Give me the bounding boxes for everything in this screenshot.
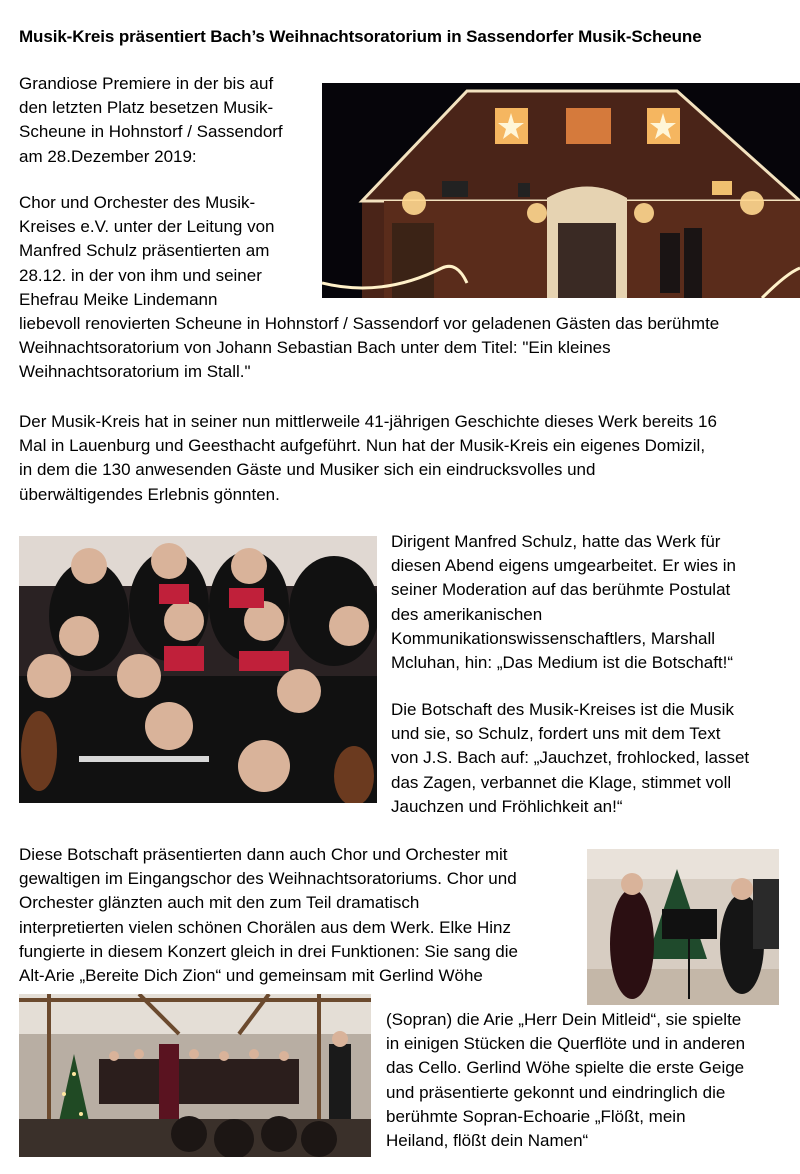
paragraph-line: Kommunikationswissenschaftlers, Marshall [391, 628, 716, 648]
paragraph-line: berühmte Sopran-Echoarie „Flößt, mein [386, 1106, 686, 1126]
paragraph-4 [391, 698, 749, 819]
paragraph-line: überwältigendes Erlebnis gönnten. [19, 484, 280, 504]
paragraph-line: Chor und Orchester des Musik- [19, 193, 256, 212]
paragraph-line: das Cello. Gerlind Wöhe spielte die erste Geige [386, 1058, 745, 1078]
paragraph-line: Diese Botschaft präsentierten dann auch Chor und Orchester mit [19, 845, 508, 864]
paragraph-line: von J.S. Bach auf: „Jauchzet, frohlocked, lasset [391, 748, 750, 768]
paragraph-line: fungierte in diesem Konzert gleich in drei Funktionen: Sie sang die [19, 941, 518, 961]
paragraph-line: in einigen Stücken die Querflöte und in anderen [386, 1034, 746, 1054]
paragraph-line: Heiland, flößt dein Namen“ [386, 1131, 589, 1151]
paragraph-line: diesen Abend eigens umgearbeitet. Er wies in [391, 556, 736, 576]
paragraph-6 [386, 1008, 745, 1153]
choir-photo [19, 536, 377, 803]
paragraph-line: Manfred Schulz präsentierten am [19, 241, 270, 261]
intro-paragraph [19, 72, 283, 169]
paragraph-5 [19, 843, 518, 988]
paragraph-line: liebevoll renovierten Scheune in Hohnstorf / Sassendorf vor geladenen Gästen das berühmte [19, 314, 720, 334]
intro-line: Scheune in Hohnstorf / Sassendorf [19, 122, 283, 142]
intro-line: den letzten Platz besetzen Musik- [19, 98, 274, 118]
violinists-photo [587, 849, 779, 1005]
paragraph-line: Der Musik-Kreis hat in seiner nun mittlerweile 41-jährigen Geschichte dieses Werk bereits 16 [19, 412, 717, 431]
paragraph-line: (Sopran) die Arie „Herr Dein Mitleid“, sie spielte [386, 1010, 742, 1029]
paragraph-3 [391, 530, 736, 675]
paragraph-line: gewaltigen im Eingangschor des Weihnachtsoratoriums. Chor und [19, 869, 517, 889]
paragraph-line: 28.12. in der von ihm und seiner [19, 265, 262, 285]
paragraph-2 [19, 410, 717, 507]
concert-barn-photo [19, 994, 371, 1157]
intro-line: am 28.Dezember 2019: [19, 146, 197, 166]
paragraph-line: in dem die 130 anwesenden Gäste und Musiker sich ein eindrucksvolles und [19, 460, 596, 480]
article-title: Musik-Kreis präsentiert Bach’s Weihnachtsoratorium in Sassendorfer Musik-Scheune [19, 27, 702, 46]
paragraph-line: und sie, so Schulz, fordert uns mit dem Text [391, 724, 721, 744]
paragraph-line: Mal in Lauenburg und Geesthacht aufgeführt. Nun hat der Musik-Kreis ein eigenes Domizil, [19, 436, 706, 456]
paragraph-line: interpretierten vielen schönen Chorälen aus dem Werk. Elke Hinz [19, 917, 511, 937]
paragraph-line: Die Botschaft des Musik-Kreises ist die Musik [391, 700, 734, 719]
paragraph-line: Weihnachtsoratorium von Johann Sebastian Bach unter dem Titel: "Ein kleines [19, 338, 611, 358]
paragraph-line: Alt-Arie „Bereite Dich Zion“ und gemeinsam mit Gerlind Wöhe [19, 966, 483, 986]
paragraph-line: des amerikanischen [391, 604, 543, 624]
paragraph-line: das Zagen, verbannet die Klage, stimmet voll [391, 772, 732, 792]
paragraph-line: Weihnachtsoratorium im Stall." [19, 362, 251, 382]
barn-night-photo [322, 83, 800, 298]
paragraph-line: Kreises e.V. unter der Leitung von [19, 217, 275, 237]
paragraph-line: Dirigent Manfred Schulz, hatte das Werk für [391, 532, 721, 551]
paragraph-line: Orchester glänzten auch mit den zum Teil dramatisch [19, 893, 420, 913]
paragraph-line: Ehefrau Meike Lindemann [19, 289, 218, 309]
intro-line: Grandiose Premiere in der bis auf [19, 74, 274, 93]
paragraph-line: und präsentierte gekonnt und eindringlich die [386, 1082, 726, 1102]
paragraph-line: Jauchzen und Fröhlichkeit an!“ [391, 796, 623, 816]
paragraph-line: seiner Moderation auf das berühmte Postulat [391, 580, 731, 600]
paragraph-line: Mcluhan, hin: „Das Medium ist die Botschaft!“ [391, 653, 734, 673]
